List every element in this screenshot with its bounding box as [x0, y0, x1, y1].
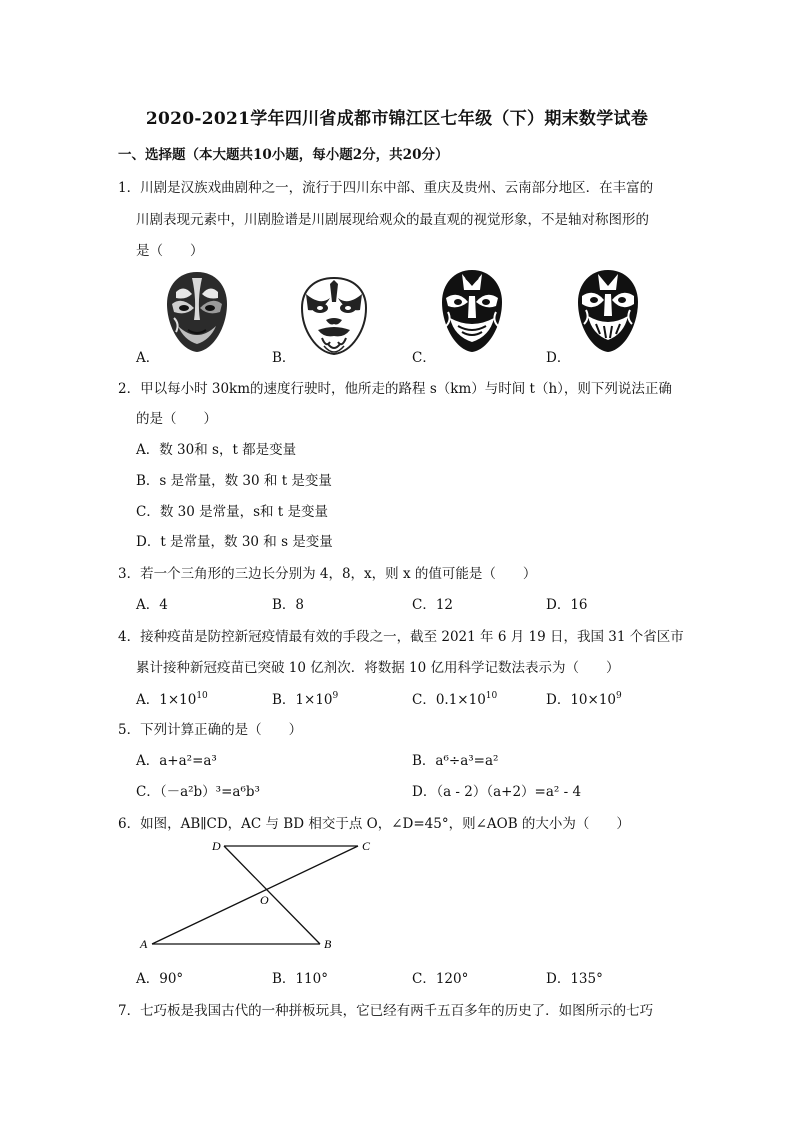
q4-option-c: C．$0.1\times 10^{10}$ [412, 691, 498, 708]
q1-option-b: B． [272, 350, 296, 366]
point-a-label: A [140, 937, 148, 951]
section-heading: 一、选择题（本大题共10小题，每小题2分，共20分） [118, 147, 449, 163]
q5-line1: 5．下列计算正确的是（ ） [118, 722, 303, 738]
q3-line1: 3．若一个三角形的三边长分别为 4，8，x，则 x 的值可能是（ ） [118, 566, 537, 582]
q4-line1: 4．接种疫苗是防控新冠疫情最有效的手段之一，截至 2021 年 6 月 19 日，我国 31 个省区市 [118, 629, 684, 645]
q4-line2: 累计接种新冠疫苗已突破 10 亿剂次．将数据 10 亿用科学记数法表示为（ ） [136, 660, 620, 676]
q2-option-c: C．数 30 是常量，s和 t 是变量 [136, 504, 329, 520]
opera-mask-d-image [576, 268, 640, 354]
q4-option-b: B．$1\times 10^9$ [272, 691, 339, 708]
point-o-label: O [260, 893, 269, 907]
q6-option-b: B．110° [272, 971, 328, 987]
opera-mask-c-image [440, 268, 504, 354]
q6-option-d: D．135° [546, 971, 603, 987]
point-c-label: C [362, 839, 371, 853]
q6-option-c: C．120° [412, 971, 469, 987]
q3-option-b: B．8 [272, 597, 305, 613]
q6-geometry-figure [136, 834, 386, 956]
q2-line1: 2．甲以每小时 30km的速度行驶时，他所走的路程 s（km）与时间 t（h），则下列说法正确 [118, 381, 672, 397]
opera-mask-b-image [300, 276, 368, 356]
q2-option-a: A．数 30和 s，t 都是变量 [136, 442, 297, 458]
point-d-label: D [212, 839, 221, 853]
q5-option-c: C．（－a²b）³=a⁶b³ [136, 784, 260, 800]
q1-option-a: A． [136, 350, 160, 366]
q2-option-b: B．s 是常量，数 30 和 t 是变量 [136, 473, 332, 489]
q5-option-a: A．a+a²=a³ [136, 753, 217, 769]
segment-bd [224, 846, 320, 944]
q6-line1: 6．如图，AB∥CD，AC 与 BD 相交于点 O，∠D=45°，则∠AOB 的大小为（ ） [118, 816, 630, 832]
segment-ac [152, 846, 358, 944]
point-b-label: B [324, 937, 332, 951]
q6-option-a: A．90° [136, 971, 184, 987]
q4-option-d: D．$10\times 10^9$ [546, 691, 622, 708]
q3-option-a: A．4 [136, 597, 168, 613]
q7-line1: 7．七巧板是我国古代的一种拼板玩具，它已经有两千五百多年的历史了．如图所示的七巧 [118, 1003, 654, 1019]
page-title: 2020-2021学年四川省成都市锦江区七年级（下）期末数学试卷 [145, 109, 649, 129]
q1-line2: 川剧表现元素中，川剧脸谱是川剧展现给观众的最直观的视觉形象，不是轴对称图形的 [136, 212, 649, 228]
q4-option-a: A．$1\times 10^{10}$ [136, 691, 208, 708]
q1-line3: 是（ ） [136, 243, 204, 259]
q1-line1: 1．川剧是汉族戏曲剧种之一，流行于四川东中部、重庆及贵州、云南部分地区．在丰富的 [118, 180, 654, 196]
q5-option-d: D．（a - 2）（a+2）=a² - 4 [412, 784, 582, 800]
q2-line2: 的是（ ） [136, 411, 217, 427]
q1-option-c: C． [412, 350, 436, 366]
q1-option-d: D． [546, 350, 571, 366]
opera-mask-a-image [164, 270, 230, 354]
q3-option-d: D．16 [546, 597, 588, 613]
q3-option-c: C．12 [412, 597, 454, 613]
q2-option-d: D．t 是常量，数 30 和 s 是变量 [136, 534, 333, 550]
q5-option-b: B．a⁶÷a³=a² [412, 753, 499, 769]
